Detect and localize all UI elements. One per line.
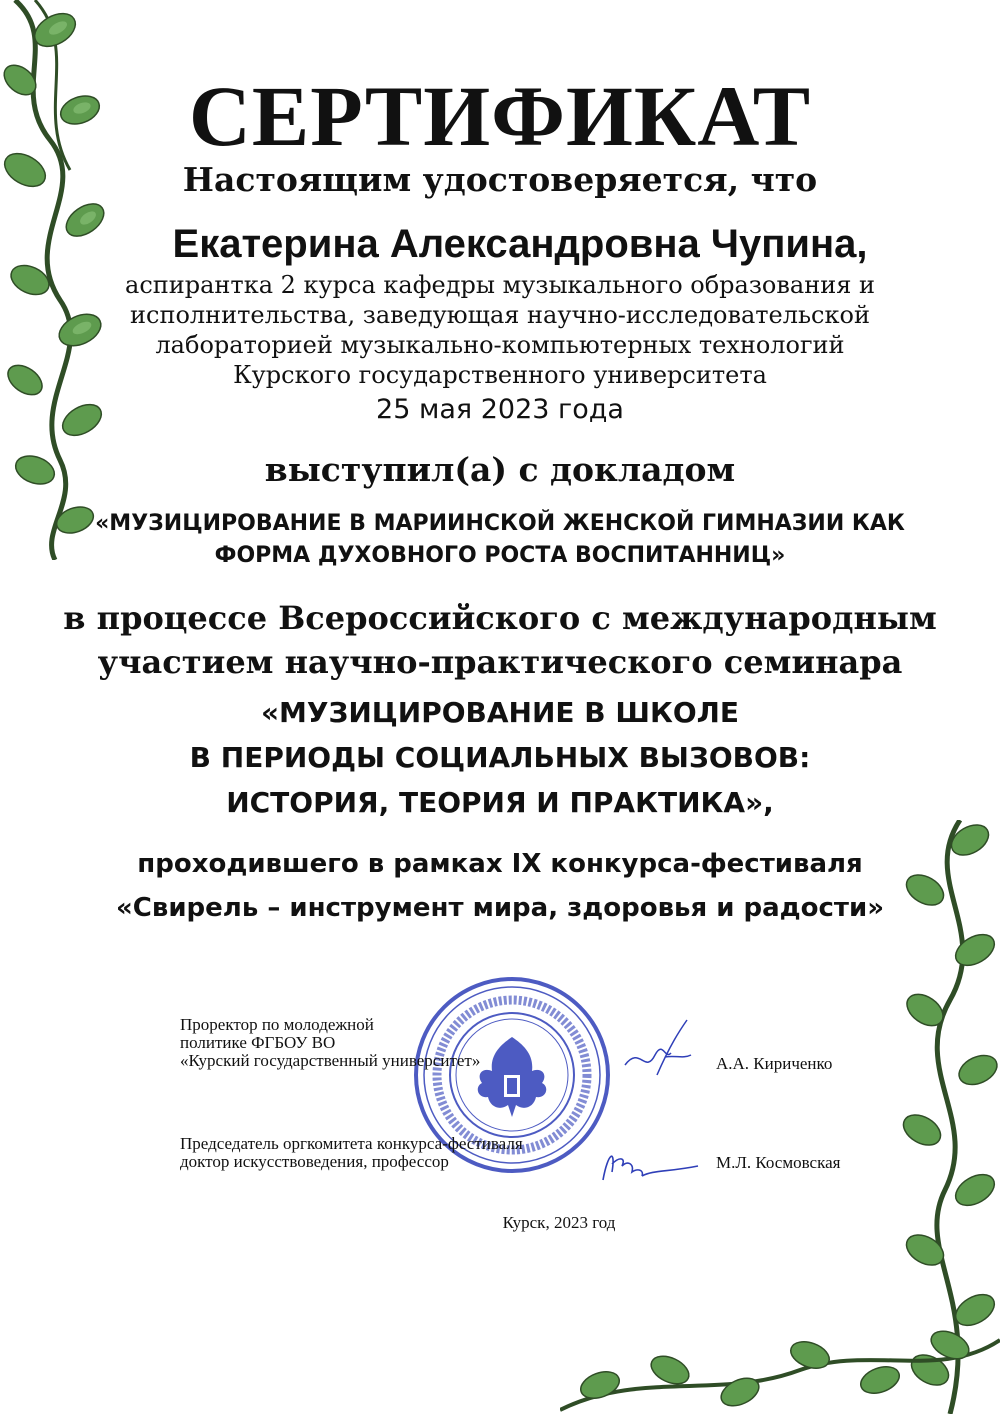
role-line: доктор искусствоведения, профессор [180,1152,449,1171]
seminar-title [0,690,1000,825]
vine-bottom-decoration [560,1300,1000,1414]
festival-line: «Свирель – инструмент мира, здоровья и радости» [116,893,884,923]
role-line: Проректор по молодежной [180,1015,374,1034]
report-title [0,508,1000,572]
report-title-line: «МУЗИЦИРОВАНИЕ В МАРИИНСКОЙ ЖЕНСКОЙ ГИМНАЗИИ КАК [95,511,905,536]
seminar-line: участием научно-практического семинара [97,643,903,681]
signatory-name-1: А.А. Кириченко [716,1054,833,1073]
role-line: политике ФГБОУ ВО [180,1033,336,1052]
position-line: Курского государственного университета [233,361,767,389]
recipient-position [0,270,1000,390]
position-line: аспирантка 2 курса кафедры музыкального образования и [125,271,875,299]
event-date: 25 мая 2023 года [376,394,624,425]
seminar-title-line: «МУЗИЦИРОВАНИЕ В ШКОЛЕ [260,696,740,729]
seminar-title-line: ИСТОРИЯ, ТЕОРИЯ И ПРАКТИКА», [226,786,774,819]
seminar-description [0,596,1000,684]
seminar-title-line: В ПЕРИОДЫ СОЦИАЛЬНЫХ ВЫЗОВОВ: [189,741,811,774]
festival-line: проходившего в рамках IX конкурса-фестиваля [137,849,863,879]
signature-kosmovskaya [598,1142,708,1187]
role-line: Председатель оргкомитета конкурса-фестиваля [180,1134,523,1153]
performed-statement: выступил(а) с докладом [264,450,736,489]
seminar-line: в процессе Всероссийского с международным [63,599,937,637]
festival-description [0,842,1000,930]
report-title-line: ФОРМА ДУХОВНОГО РОСТА ВОСПИТАННИЦ» [214,543,786,568]
recipient-name: Екатерина Александровна Чупина, [172,222,868,266]
signature-role-2 [180,1135,523,1171]
signatory-name-2: М.Л. Космовская [716,1153,841,1172]
city-year: Курск, 2023 год [502,1213,616,1232]
certificate-title: СЕРТИФИКАТ [188,68,812,164]
certificate-intro: Настоящим удостоверяется, что [182,160,818,199]
signature-kirichenko [615,1015,695,1085]
position-line: исполнительства, заведующая научно-исследовательской [130,301,870,329]
role-line: «Курский государственный университет» [180,1051,481,1070]
position-line: лабораторией музыкально-компьютерных технологий [155,331,845,359]
signature-role-1 [180,1016,480,1070]
